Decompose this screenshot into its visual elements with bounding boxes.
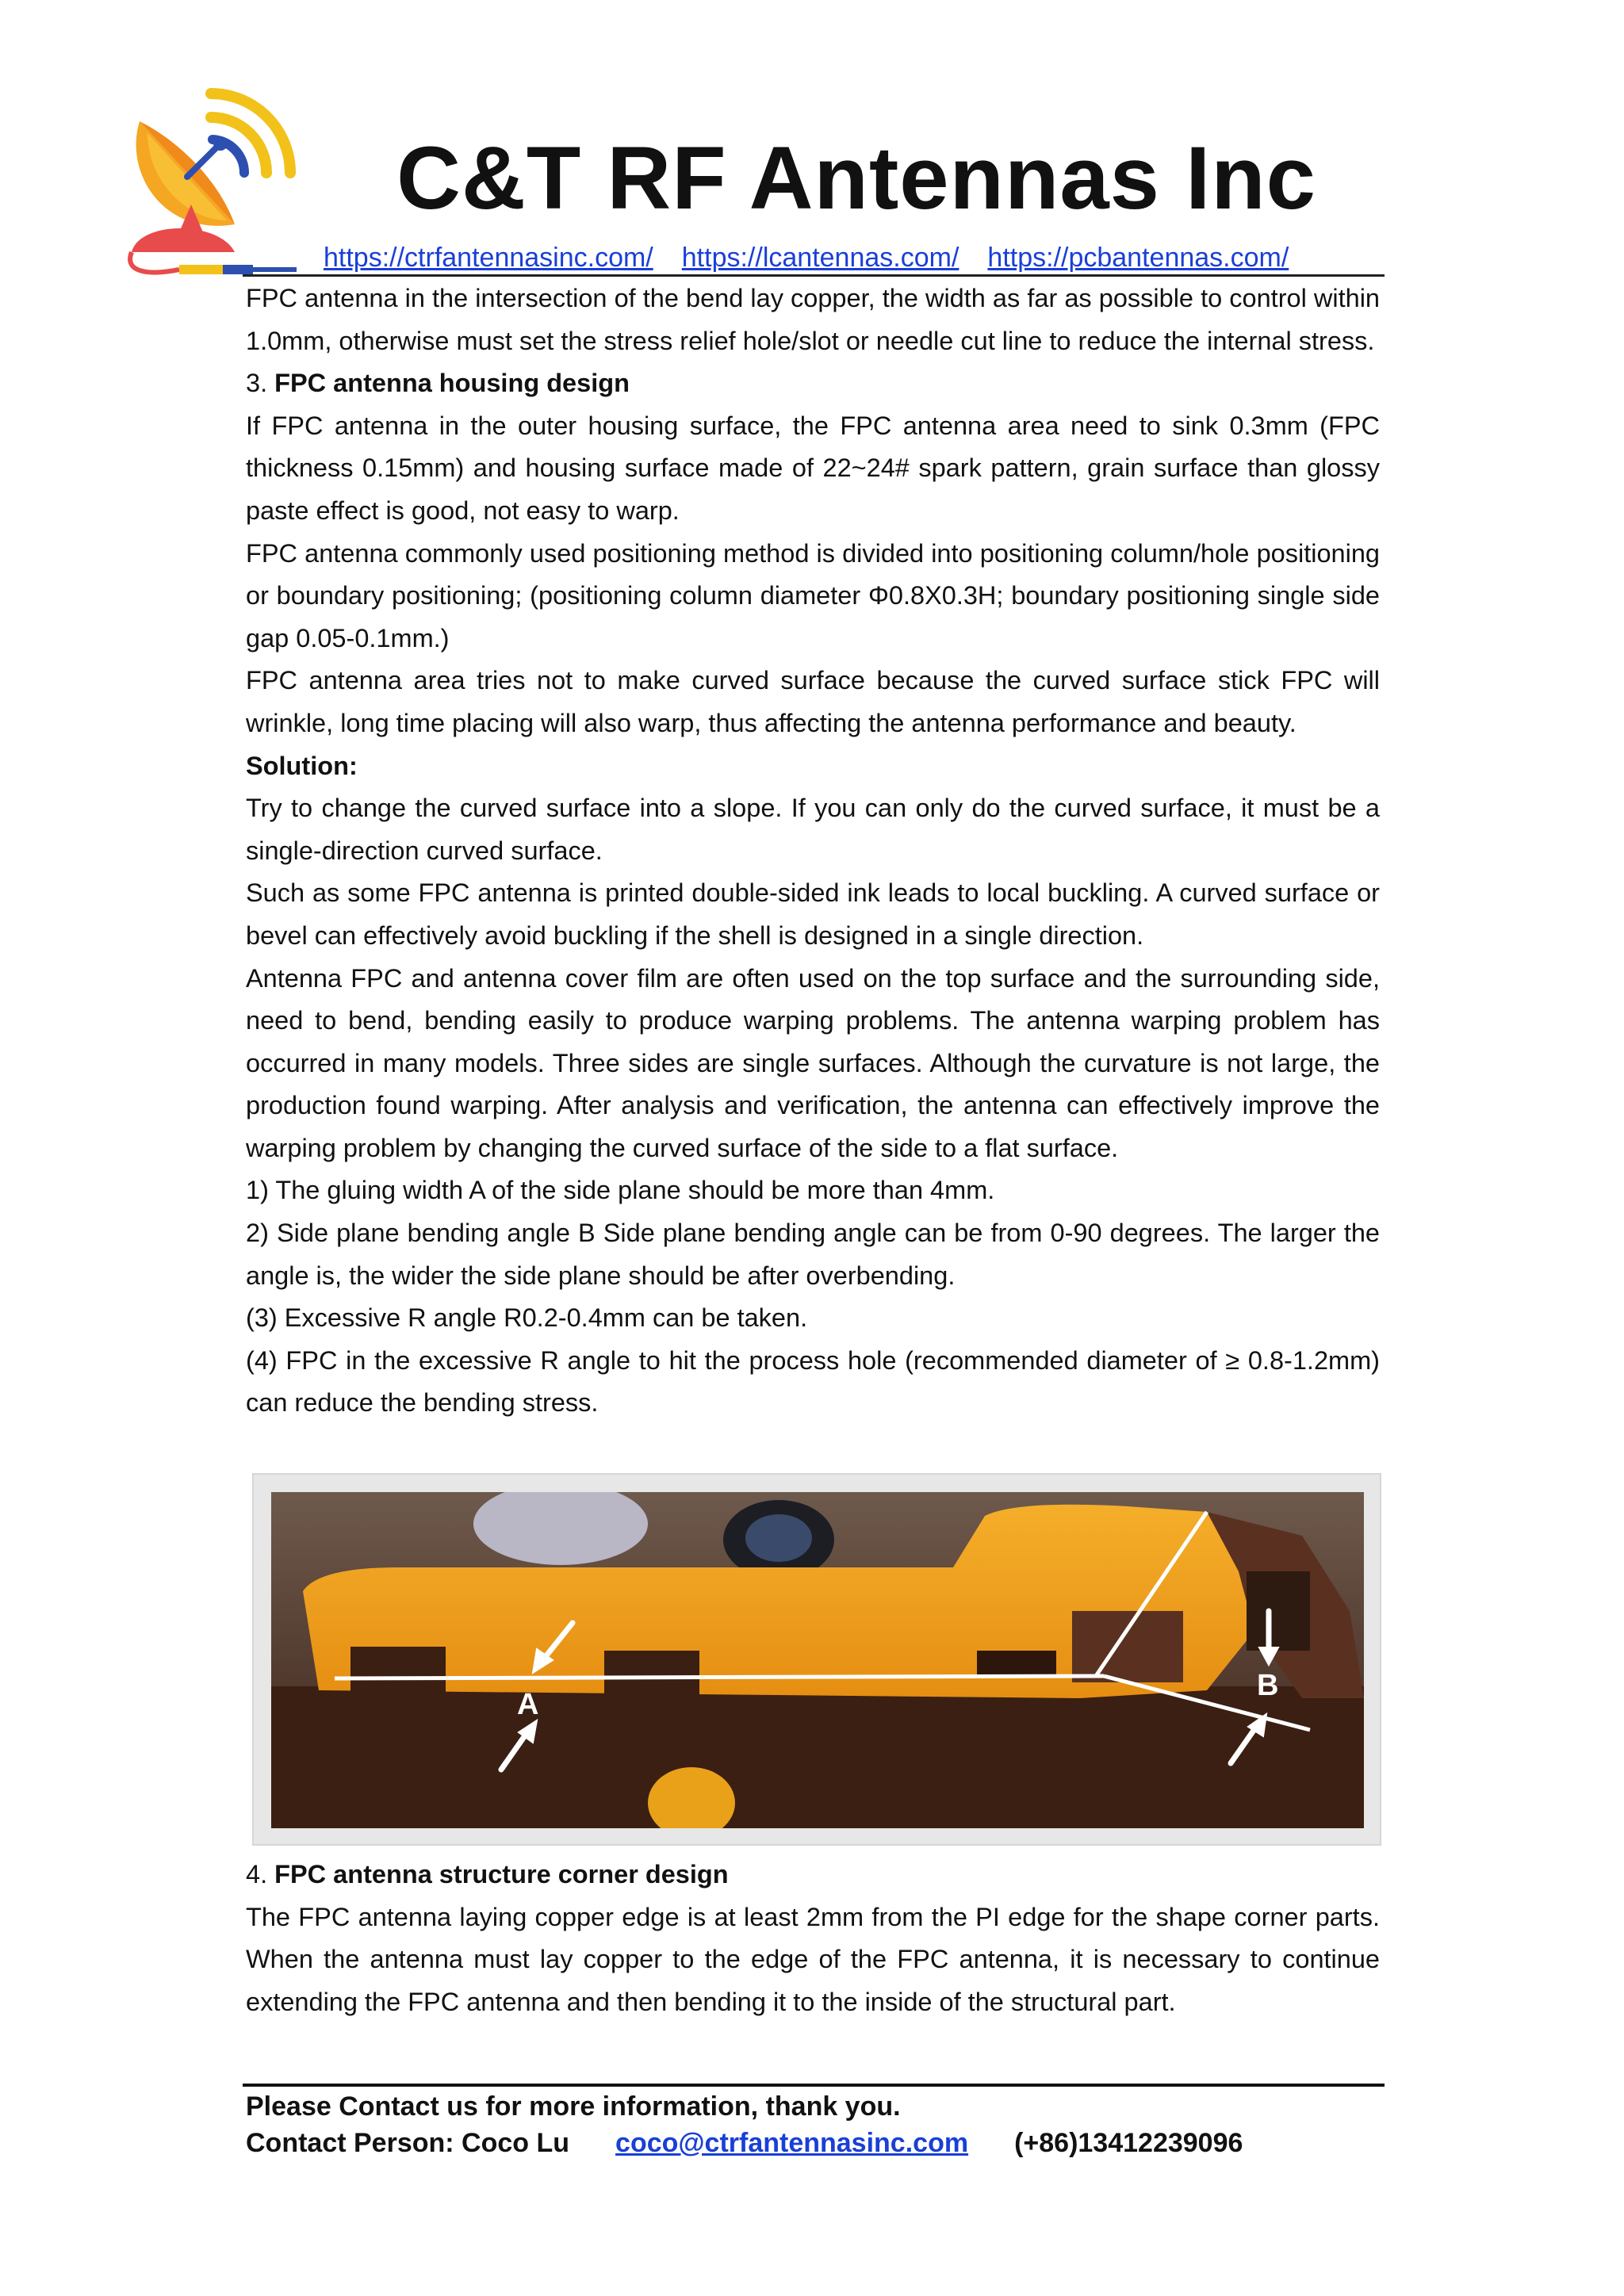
paragraph: Antenna FPC and antenna cover film are often used on the top surface and the surrounding side, need to bend, bending easily to produce warping problems. The antenna warping problem has occurred in many models. Three sides are single surfaces. Although the curvature is not large, the production found warping. After analysis and verification, the antenna can effectively improve the warping problem by changing the curved surface of the side to a flat surface. (246, 963, 1380, 1162)
footer-divider (243, 2084, 1385, 2087)
footer-line: Please Contact us for more information, thank you. (246, 2091, 901, 2122)
paragraph: The FPC antenna laying copper edge is at least 2mm from the PI edge for the shape corner parts. When the antenna must lay copper to the edge of the FPC antenna, it is necessary to continue extending the FPC antenna and then bending it to the inside of the structural part. (246, 1902, 1380, 2016)
list-item: (4) FPC in the excessive R angle to hit the process hole (recommended diameter of ≥ 0.8-1.2mm) can reduce the bending stress. (246, 1345, 1380, 1418)
link-pcbantennas[interactable]: https://pcbantennas.com/ (987, 243, 1289, 273)
solution-heading: Solution: (246, 751, 358, 780)
list-item: 2) Side plane bending angle B Side plane bending angle can be from 0-90 degrees. The larger the angle is, the wider the side plane should be after overbending. (246, 1219, 1380, 1290)
header-divider (243, 274, 1385, 277)
fpc-bending-figure (252, 1473, 1381, 1846)
footer (246, 2088, 1380, 2161)
satellite-dish-logo-icon (116, 86, 306, 284)
paragraph: FPC antenna in the intersection of the bend lay copper, the width as far as possible to control within 1.0mm, otherwise must set the stress relief hole/slot or needle cut line to reduce the internal stress. (246, 284, 1380, 355)
paragraph: If FPC antenna in the outer housing surface, the FPC antenna area need to sink 0.3mm (FPC thickness 0.15mm) and housing surface made of 22~24# spark pattern, grain surface than glossy paste effect is good, not easy to warp. (246, 411, 1380, 525)
section-heading (246, 362, 1380, 405)
paragraph: FPC antenna area tries not to make curved surface because the curved surface stick FPC will wrinkle, long time placing will also warp, thus affecting the antenna performance and beauty. (246, 666, 1380, 737)
header-links (324, 238, 1317, 277)
paragraph: Try to change the curved surface into a slope. If you can only do the curved surface, it must be a single-direction curved surface. (246, 794, 1380, 865)
section-title: FPC antenna structure corner design (274, 1860, 729, 1888)
paragraph: FPC antenna commonly used positioning method is divided into positioning column/hole positioning or boundary positioning; (positioning column diameter Φ0.8X0.3H; boundary positioning single side gap 0.05-0.1mm.) (246, 538, 1380, 652)
figure-label-a: A (517, 1688, 539, 1721)
company-title: C&T RF Antennas Inc (396, 128, 1316, 228)
contact-row (246, 2125, 1380, 2161)
fpc-housing-illustration (271, 1492, 1364, 1828)
section-number: 4. (246, 1860, 275, 1888)
list-item: 1) The gluing width A of the side plane should be more than 4mm. (246, 1176, 995, 1205)
paragraph: Such as some FPC antenna is printed double-sided ink leads to local buckling. A curved surface or bevel can effectively avoid buckling if the shell is designed in a single direction. (246, 878, 1380, 950)
contact-person: Contact Person: Coco Lu (246, 2128, 570, 2158)
link-ctrfantennasinc[interactable]: https://ctrfantennasinc.com/ (324, 243, 653, 273)
main-text (246, 277, 1380, 1425)
section-heading (246, 1854, 1380, 1896)
list-item: (3) Excessive R angle R0.2-0.4mm can be taken. (246, 1303, 808, 1333)
link-lcantennas[interactable]: https://lcantennas.com/ (681, 243, 959, 273)
contact-email-link[interactable]: coco@ctrfantennasinc.com (615, 2128, 969, 2158)
figure-label-b: B (1257, 1669, 1279, 1702)
main-text-continued (246, 1854, 1380, 2023)
section-number: 3. (246, 369, 275, 398)
contact-phone: (+86)13412239096 (1014, 2128, 1243, 2158)
section-title: FPC antenna housing design (274, 369, 630, 398)
